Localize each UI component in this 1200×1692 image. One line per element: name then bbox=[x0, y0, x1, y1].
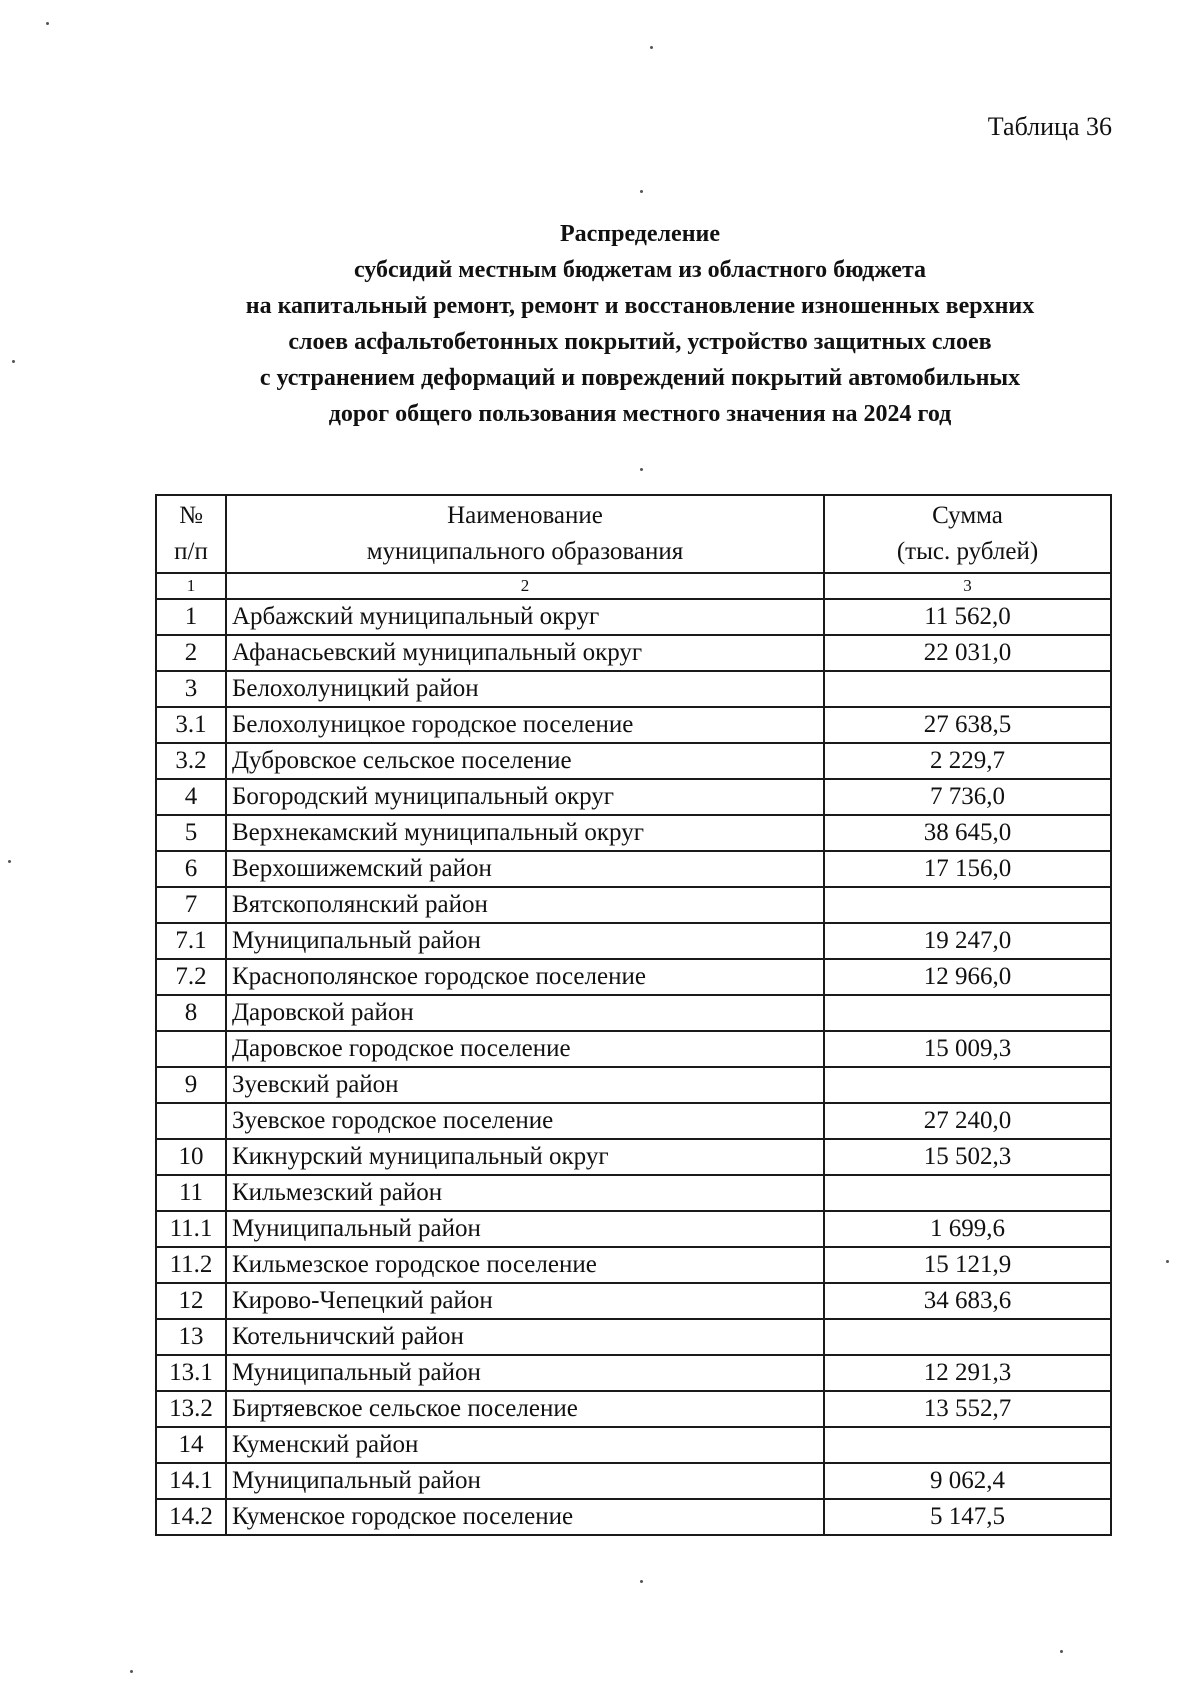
header-number-line: п/п bbox=[174, 538, 208, 565]
subsidy-amount bbox=[824, 1427, 1111, 1463]
header-name-line: муниципального образования bbox=[366, 538, 684, 565]
row-number: 7 bbox=[156, 887, 226, 923]
municipality-name: Муниципальный район bbox=[226, 1355, 824, 1391]
table-row bbox=[156, 1211, 1111, 1247]
row-number: 3.1 bbox=[156, 707, 226, 743]
municipality-name: Кикнурский муниципальный округ bbox=[226, 1139, 824, 1175]
row-number: 3 bbox=[156, 671, 226, 707]
row-number bbox=[156, 1103, 226, 1139]
column-index: 1 bbox=[156, 573, 226, 599]
row-number: 13.1 bbox=[156, 1355, 226, 1391]
subsidy-amount: 2 229,7 bbox=[824, 743, 1111, 779]
municipality-name: Богородский муниципальный округ bbox=[226, 779, 824, 815]
row-number: 13 bbox=[156, 1319, 226, 1355]
row-number: 10 bbox=[156, 1139, 226, 1175]
subsidy-amount bbox=[824, 995, 1111, 1031]
row-number: 1 bbox=[156, 599, 226, 635]
table-header-row bbox=[156, 495, 1111, 573]
table-row bbox=[156, 1319, 1111, 1355]
scan-speck bbox=[640, 468, 643, 471]
row-number: 12 bbox=[156, 1283, 226, 1319]
scan-speck bbox=[12, 360, 15, 363]
scan-speck bbox=[130, 1670, 133, 1673]
table-row bbox=[156, 1355, 1111, 1391]
subsidy-amount: 9 062,4 bbox=[824, 1463, 1111, 1499]
scan-speck bbox=[1166, 1260, 1169, 1263]
municipality-name: Зуевский район bbox=[226, 1067, 824, 1103]
municipality-name: Муниципальный район bbox=[226, 923, 824, 959]
scan-speck bbox=[640, 190, 643, 193]
table-row bbox=[156, 743, 1111, 779]
table-row bbox=[156, 1139, 1111, 1175]
title-line: дорог общего пользования местного значения на 2024 год bbox=[328, 401, 952, 427]
municipality-name: Арбажский муниципальный округ bbox=[226, 599, 824, 635]
row-number: 14.1 bbox=[156, 1463, 226, 1499]
table-row bbox=[156, 887, 1111, 923]
row-number: 7.2 bbox=[156, 959, 226, 995]
row-number: 11.1 bbox=[156, 1211, 226, 1247]
table-row bbox=[156, 1175, 1111, 1211]
municipality-name: Дубровское сельское поселение bbox=[226, 743, 824, 779]
row-number: 14 bbox=[156, 1427, 226, 1463]
municipality-name: Кирово-Чепецкий район bbox=[226, 1283, 824, 1319]
municipality-name: Белохолуницкий район bbox=[226, 671, 824, 707]
table-row bbox=[156, 1391, 1111, 1427]
scan-speck bbox=[650, 46, 653, 49]
table-row bbox=[156, 671, 1111, 707]
subsidy-amount: 27 638,5 bbox=[824, 707, 1111, 743]
municipality-name: Муниципальный район bbox=[226, 1211, 824, 1247]
header-sum-line: (тыс. рублей) bbox=[896, 538, 1039, 565]
subsidy-amount: 13 552,7 bbox=[824, 1391, 1111, 1427]
subsidy-amount: 19 247,0 bbox=[824, 923, 1111, 959]
row-number: 4 bbox=[156, 779, 226, 815]
municipality-name: Верхнекамский муниципальный округ bbox=[226, 815, 824, 851]
title-line: Распределение bbox=[559, 221, 721, 247]
table-row bbox=[156, 1499, 1111, 1535]
subsidy-amount: 38 645,0 bbox=[824, 815, 1111, 851]
title-line: с устранением деформаций и повреждений покрытий автомобильных bbox=[259, 365, 1021, 391]
subsidy-amount: 12 966,0 bbox=[824, 959, 1111, 995]
table-row bbox=[156, 1067, 1111, 1103]
subsidy-amount: 17 156,0 bbox=[824, 851, 1111, 887]
table-row bbox=[156, 1427, 1111, 1463]
row-number: 14.2 bbox=[156, 1499, 226, 1535]
municipality-name: Белохолуницкое городское поселение bbox=[226, 707, 824, 743]
header-sum bbox=[824, 495, 1111, 573]
row-number: 5 bbox=[156, 815, 226, 851]
column-index: 3 bbox=[824, 573, 1111, 599]
subsidy-amount bbox=[824, 671, 1111, 707]
column-index-row bbox=[156, 573, 1111, 599]
subsidy-amount bbox=[824, 1067, 1111, 1103]
row-number: 11.2 bbox=[156, 1247, 226, 1283]
header-name bbox=[226, 495, 824, 573]
row-number: 9 bbox=[156, 1067, 226, 1103]
row-number: 7.1 bbox=[156, 923, 226, 959]
scan-speck bbox=[1060, 1650, 1063, 1653]
scan-speck bbox=[640, 1580, 643, 1583]
row-number: 6 bbox=[156, 851, 226, 887]
document-title bbox=[120, 216, 1160, 432]
row-number: 13.2 bbox=[156, 1391, 226, 1427]
subsidy-amount: 12 291,3 bbox=[824, 1355, 1111, 1391]
row-number: 8 bbox=[156, 995, 226, 1031]
subsidy-amount: 34 683,6 bbox=[824, 1283, 1111, 1319]
subsidy-table bbox=[155, 494, 1112, 1536]
scan-speck bbox=[8, 860, 11, 863]
table-body bbox=[156, 599, 1111, 1535]
table-row bbox=[156, 1463, 1111, 1499]
table-row bbox=[156, 707, 1111, 743]
subsidy-amount: 5 147,5 bbox=[824, 1499, 1111, 1535]
column-index: 2 bbox=[226, 573, 824, 599]
municipality-name: Муниципальный район bbox=[226, 1463, 824, 1499]
subsidy-amount: 15 502,3 bbox=[824, 1139, 1111, 1175]
municipality-name: Куменское городское поселение bbox=[226, 1499, 824, 1535]
header-number bbox=[156, 495, 226, 573]
municipality-name: Даровской район bbox=[226, 995, 824, 1031]
table-row bbox=[156, 1247, 1111, 1283]
municipality-name: Верхошижемский район bbox=[226, 851, 824, 887]
subsidy-amount: 11 562,0 bbox=[824, 599, 1111, 635]
title-line: слоев асфальтобетонных покрытий, устройство защитных слоев bbox=[288, 329, 992, 355]
table-row bbox=[156, 635, 1111, 671]
municipality-name: Вятскополянский район bbox=[226, 887, 824, 923]
municipality-name: Куменский район bbox=[226, 1427, 824, 1463]
title-line: субсидий местным бюджетам из областного бюджета bbox=[353, 257, 927, 283]
subsidy-amount: 22 031,0 bbox=[824, 635, 1111, 671]
subsidy-amount: 15 009,3 bbox=[824, 1031, 1111, 1067]
row-number: 3.2 bbox=[156, 743, 226, 779]
subsidy-amount bbox=[824, 1319, 1111, 1355]
header-number-line: № bbox=[179, 502, 203, 529]
table-row bbox=[156, 779, 1111, 815]
table-row bbox=[156, 1031, 1111, 1067]
row-number: 11 bbox=[156, 1175, 226, 1211]
table-number-label: Таблица 36 bbox=[987, 112, 1112, 141]
subsidy-amount bbox=[824, 887, 1111, 923]
header-sum-line: Сумма bbox=[932, 502, 1003, 529]
table-row bbox=[156, 923, 1111, 959]
municipality-name: Кильмезский район bbox=[226, 1175, 824, 1211]
table-row bbox=[156, 815, 1111, 851]
municipality-name: Краснополянское городское поселение bbox=[226, 959, 824, 995]
municipality-name: Биртяевское сельское поселение bbox=[226, 1391, 824, 1427]
subsidy-amount: 27 240,0 bbox=[824, 1103, 1111, 1139]
row-number bbox=[156, 1031, 226, 1067]
title-line: на капитальный ремонт, ремонт и восстановление изношенных верхних bbox=[245, 293, 1035, 319]
subsidy-amount: 7 736,0 bbox=[824, 779, 1111, 815]
scan-speck bbox=[46, 22, 49, 25]
subsidy-amount bbox=[824, 1175, 1111, 1211]
header-name-line: Наименование bbox=[447, 502, 603, 529]
municipality-name: Афанасьевский муниципальный округ bbox=[226, 635, 824, 671]
municipality-name: Даровское городское поселение bbox=[226, 1031, 824, 1067]
municipality-name: Кильмезское городское поселение bbox=[226, 1247, 824, 1283]
row-number: 2 bbox=[156, 635, 226, 671]
table-row bbox=[156, 1103, 1111, 1139]
subsidy-amount: 1 699,6 bbox=[824, 1211, 1111, 1247]
municipality-name: Зуевское городское поселение bbox=[226, 1103, 824, 1139]
municipality-name: Котельничский район bbox=[226, 1319, 824, 1355]
subsidy-amount: 15 121,9 bbox=[824, 1247, 1111, 1283]
table-row bbox=[156, 995, 1111, 1031]
table-row bbox=[156, 599, 1111, 635]
table-row bbox=[156, 851, 1111, 887]
table-row bbox=[156, 959, 1111, 995]
table-row bbox=[156, 1283, 1111, 1319]
